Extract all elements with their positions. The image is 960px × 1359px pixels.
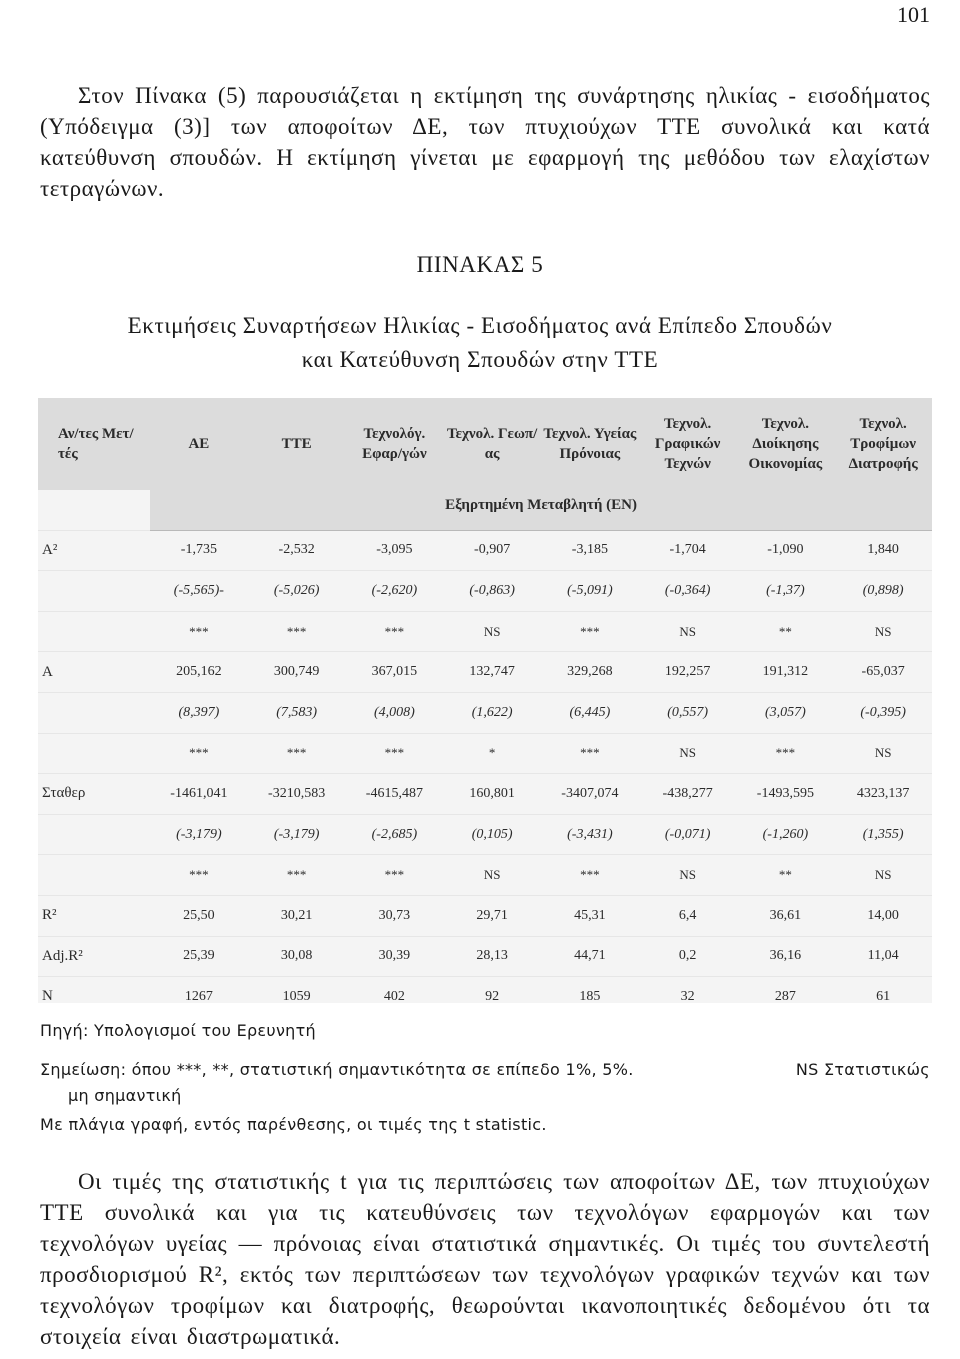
table-cell: *** — [346, 733, 444, 774]
table-cell: 11,04 — [834, 936, 932, 977]
table-cell: -2,532 — [248, 530, 346, 571]
column-header: ΤΤΕ — [248, 398, 346, 490]
table-cell: 30,39 — [346, 936, 444, 977]
table-cell: 36,61 — [737, 895, 835, 936]
table-cell: 28,13 — [443, 936, 541, 977]
table-cell: * — [443, 733, 541, 774]
table-cell: 192,257 — [639, 652, 737, 693]
row-label — [38, 814, 150, 855]
row-label — [38, 733, 150, 774]
column-header: Τεχνολ. Τροφίμων Διατροφής — [834, 398, 932, 490]
table-row — [38, 895, 932, 936]
table-cell: (-5,565)- — [150, 571, 248, 612]
table-cell: 30,08 — [248, 936, 346, 977]
table-cell: ** — [737, 855, 835, 896]
table-cell: 1,840 — [834, 530, 932, 571]
table-cell: (0,557) — [639, 692, 737, 733]
row-label — [38, 611, 150, 652]
table-cell: *** — [541, 611, 639, 652]
table-cell: 30,21 — [248, 895, 346, 936]
table-cell: 25,50 — [150, 895, 248, 936]
table-cell: 92 — [485, 988, 500, 1004]
table-cell: 25,39 — [150, 936, 248, 977]
table-cell: (-3,179) — [248, 814, 346, 855]
table-cell: 61 — [876, 988, 891, 1004]
row-label — [38, 692, 150, 733]
conclusion-paragraph-text: Οι τιμές της στατιστικής t για τις περιπτώσεις των αποφοίτων ΔΕ, των πτυχιούχων ΤΤΕ συνολικά και για τις κατευθύνσεις των τεχνολόγων εφαρμογών και των τεχνολόγων υγείας — πρόνοιας είναι στατιστικά σημαντικές. Οι τιμές του συντελεστή προσδιορισμού R², εκτός των περιπτώσεων των τεχνολόγων γραφικών τεχνών και των τεχνολόγων τροφίμων και διατροφής, θεωρούνται ικανοποιητικές δεδομένου ότι τα στοιχεία είναι διαστρωματικά. — [40, 1169, 930, 1349]
table-cell: NS — [639, 611, 737, 652]
table-cell: (0,898) — [834, 571, 932, 612]
table-cell: 30,73 — [346, 895, 444, 936]
table-cell: (4,008) — [346, 692, 444, 733]
column-header: Τεχνολ. Γραφικών Τεχνών — [639, 398, 737, 490]
table-cell: (-5,026) — [248, 571, 346, 612]
table-cell: NS — [834, 855, 932, 896]
table-cell: (-0,863) — [443, 571, 541, 612]
table-cell: 160,801 — [443, 774, 541, 815]
table-cell: (-1,260) — [737, 814, 835, 855]
table-row — [38, 611, 932, 652]
row-label: Σταθερ — [38, 774, 150, 815]
row-label — [38, 855, 150, 896]
table-cell: (-0,395) — [834, 692, 932, 733]
table-cell: (-3,431) — [541, 814, 639, 855]
table-cell: -1,735 — [150, 530, 248, 571]
table-cell: -438,277 — [639, 774, 737, 815]
table-cell: (0,105) — [443, 814, 541, 855]
table-cell: 300,749 — [248, 652, 346, 693]
table-cell: 402 — [383, 988, 405, 1004]
table-cell: (-5,091) — [541, 571, 639, 612]
table-row — [38, 652, 932, 693]
table-cell: (8,397) — [150, 692, 248, 733]
table-title-line-1: Εκτιμήσεις Συναρτήσεων Ηλικίας - Εισοδήματος ανά Επίπεδο Σπουδών — [127, 313, 833, 338]
table-row — [38, 855, 932, 896]
table-cell: *** — [150, 733, 248, 774]
table-cell: -3,095 — [346, 530, 444, 571]
table-cell: 45,31 — [541, 895, 639, 936]
table-cell: (-0,364) — [639, 571, 737, 612]
table-cell: (7,583) — [248, 692, 346, 733]
table-cell: (1,355) — [834, 814, 932, 855]
table-cell: -65,037 — [834, 652, 932, 693]
row-label: Adj.R² — [38, 936, 150, 977]
column-header: Τεχνολόγ. Εφαρ/γών — [346, 398, 444, 490]
table-cell: 205,162 — [150, 652, 248, 693]
note-significance-continued: μη σημαντική — [68, 1086, 182, 1105]
table-cell: *** — [248, 611, 346, 652]
table-cell: 1059 — [282, 988, 311, 1004]
table-cell: -0,907 — [443, 530, 541, 571]
note-t-statistic: Με πλάγια γραφή, εντός παρένθεσης, οι τιμές της t statistic. — [40, 1115, 547, 1134]
table-cell: 4323,137 — [834, 774, 932, 815]
table-cell: (6,445) — [541, 692, 639, 733]
table-row — [38, 936, 932, 977]
table-cell: (-2,620) — [346, 571, 444, 612]
intro-paragraph-text: Στον Πίνακα (5) παρουσιάζεται η εκτίμηση της συνάρτησης ηλικίας - εισοδήματος (Υπόδειγμα (3)] των αποφοίτων ΔΕ, των πτυχιούχων ΤΤΕ συνολικά και κατά κατεύθυνση σπουδών. Η εκτίμηση γίνεται με εφαρμογή της μεθόδου των ελαχίστων τετραγώνων. — [40, 83, 930, 201]
table-cell: 132,747 — [443, 652, 541, 693]
note-significance — [40, 1055, 930, 1084]
table-row — [38, 733, 932, 774]
column-header: Τεχνολ. Υγείας Πρόνοιας — [541, 398, 639, 490]
note-ns-text: NS Στατιστικώς — [795, 1060, 930, 1079]
table-cell: 191,312 — [737, 652, 835, 693]
table-cell: NS — [443, 611, 541, 652]
table-cell: -1461,041 — [150, 774, 248, 815]
table-body — [38, 490, 932, 1017]
results-table — [38, 398, 932, 1003]
table-row — [38, 977, 932, 1017]
table-cell: *** — [541, 733, 639, 774]
table-cell: 32 — [680, 988, 695, 1004]
table-cell: 329,268 — [541, 652, 639, 693]
table-cell: 185 — [579, 988, 601, 1004]
table-cell: *** — [150, 611, 248, 652]
table-row — [38, 692, 932, 733]
table-cell: *** — [541, 855, 639, 896]
table-title-line-2: και Κατεύθυνση Σπουδών στην ΤΤΕ — [301, 347, 659, 372]
table-cell: (-1,37) — [737, 571, 835, 612]
table-cell: NS — [834, 733, 932, 774]
corner-header: Αν/τες Μετ/τές — [38, 398, 150, 490]
table-cell: 0,2 — [639, 936, 737, 977]
table-cell: 29,71 — [443, 895, 541, 936]
table-cell: 36,16 — [737, 936, 835, 977]
table-cell: -1,090 — [737, 530, 835, 571]
table-cell: (3,057) — [737, 692, 835, 733]
row-label: Α — [38, 652, 150, 693]
table-cell: -1493,595 — [737, 774, 835, 815]
table-cell: NS — [834, 611, 932, 652]
table-cell: (-0,071) — [639, 814, 737, 855]
table-header-row — [38, 398, 932, 490]
row-label — [38, 571, 150, 612]
column-header: Τεχνολ. Γεωπ/ας — [443, 398, 541, 490]
table-cell: -3210,583 — [248, 774, 346, 815]
table-cell: 6,4 — [639, 895, 737, 936]
table-cell: NS — [639, 733, 737, 774]
table-cell: -3407,074 — [541, 774, 639, 815]
table-cell: -1,704 — [639, 530, 737, 571]
table-cell: (-3,179) — [150, 814, 248, 855]
table-cell: 367,015 — [346, 652, 444, 693]
dependent-variable-label: Εξηρτημένη Μεταβλητή (ΕΝ) — [150, 490, 932, 530]
table-cell: 14,00 — [834, 895, 932, 936]
column-header: ΑΕ — [150, 398, 248, 490]
table-row — [38, 530, 932, 571]
row-label: Ν — [42, 988, 53, 1005]
table-label: ΠΙΝΑΚΑΣ 5 — [416, 252, 544, 277]
table-cell: *** — [346, 855, 444, 896]
conclusion-paragraph — [40, 1166, 930, 1352]
table-cell: 44,71 — [541, 936, 639, 977]
row-label: R² — [38, 895, 150, 936]
table-cell: ** — [737, 611, 835, 652]
table-row — [38, 814, 932, 855]
table-row — [38, 774, 932, 815]
table-cell: NS — [443, 855, 541, 896]
table-cell: *** — [248, 733, 346, 774]
intro-paragraph — [40, 80, 930, 204]
table-cell: *** — [150, 855, 248, 896]
page-number: 101 — [897, 2, 930, 27]
table-cell: *** — [737, 733, 835, 774]
note-significance-text: Σημείωση: όπου ***, **, στατιστική σημαντικότητα σε επίπεδο 1%, 5%. — [40, 1060, 634, 1079]
row-label: Α² — [38, 530, 150, 571]
table-cell: (-2,685) — [346, 814, 444, 855]
dependent-variable-row — [38, 490, 932, 530]
table-cell: -4615,487 — [346, 774, 444, 815]
table-cell: 1267 — [184, 988, 213, 1004]
table-cell: -3,185 — [541, 530, 639, 571]
table-cell: NS — [639, 855, 737, 896]
table-cell: 287 — [774, 988, 796, 1004]
table-cell: (1,622) — [443, 692, 541, 733]
table-cell: *** — [346, 611, 444, 652]
table-title — [0, 309, 960, 377]
column-header: Τεχνολ. Διοίκησης Οικονομίας — [737, 398, 835, 490]
table-row — [38, 571, 932, 612]
table-cell: *** — [248, 855, 346, 896]
note-source: Πηγή: Υπολογισμοί του Ερευνητή — [40, 1021, 316, 1040]
